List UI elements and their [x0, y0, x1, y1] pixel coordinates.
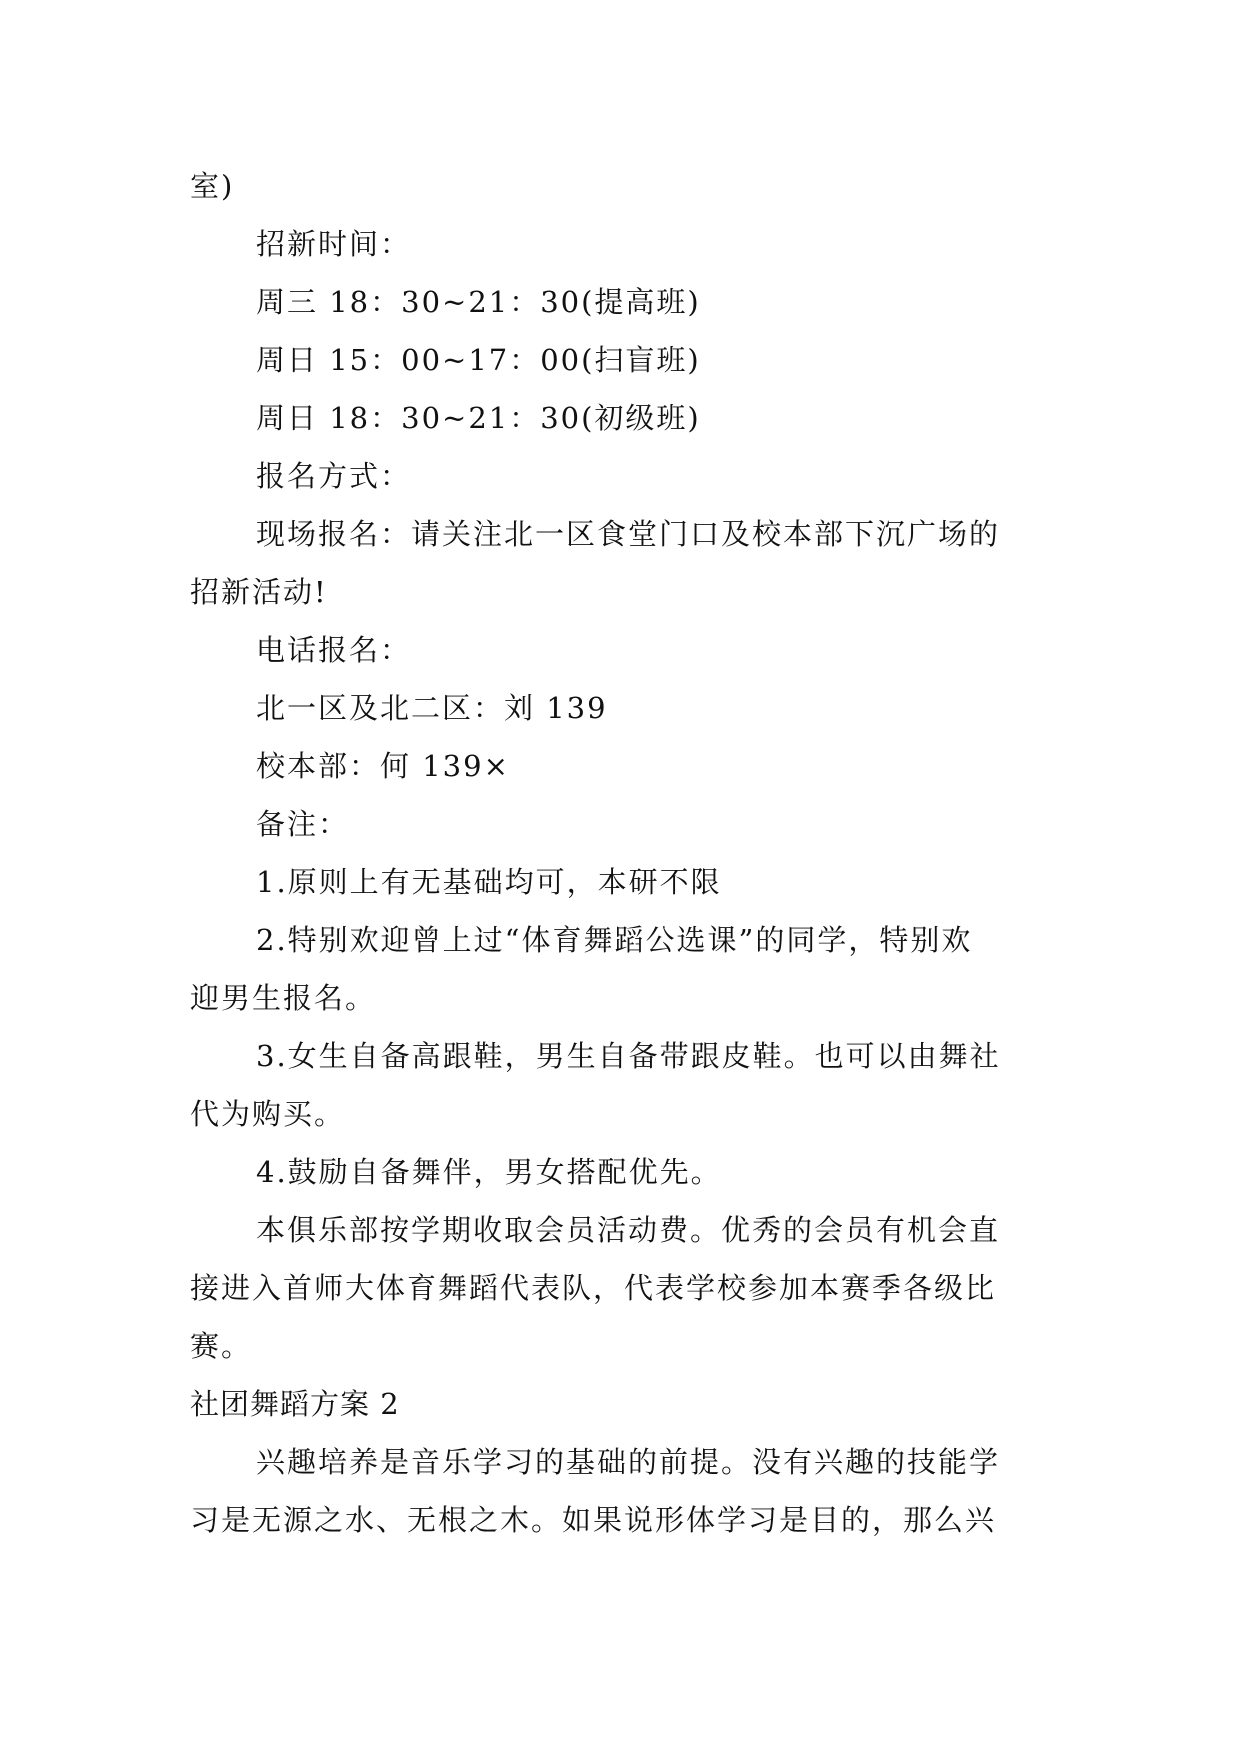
- text-line: 招新时间：: [256, 227, 412, 261]
- text-line: 接进入首师大体育舞蹈代表队，代表学校参加本赛季各级比: [190, 1271, 997, 1305]
- text-line: 北一区及北二区：刘 139: [256, 691, 608, 725]
- text-line: 兴趣培养是音乐学习的基础的前提。没有兴趣的技能学: [256, 1445, 1001, 1479]
- text-line: 2.特别欢迎曾上过“体育舞蹈公选课”的同学，特别欢: [256, 923, 973, 957]
- text-line: 迎男生报名。: [190, 981, 377, 1015]
- text-line: 3.女生自备高跟鞋，男生自备带跟皮鞋。也可以由舞社: [256, 1039, 1001, 1073]
- text-line: 4.鼓励自备舞伴，男女搭配优先。: [256, 1155, 722, 1189]
- text-line: 周三 18：30~21：30(提高班): [256, 285, 701, 319]
- text-line: 报名方式：: [256, 459, 412, 493]
- text-line: 周日 15：00~17：00(扫盲班): [256, 343, 701, 377]
- text-line: 1.原则上有无基础均可，本研不限: [256, 865, 722, 899]
- text-line: 备注：: [256, 807, 350, 841]
- text-line: 现场报名：请关注北一区食堂门口及校本部下沉广场的: [256, 517, 1001, 551]
- text-line: 习是无源之水、无根之木。如果说形体学习是目的，那么兴: [190, 1503, 997, 1537]
- text-line: 本俱乐部按学期收取会员活动费。优秀的会员有机会直: [256, 1213, 1001, 1247]
- text-line: 周日 18：30~21：30(初级班): [256, 401, 701, 435]
- text-line: 室): [190, 169, 235, 203]
- text-line: 校本部：何 139×: [256, 749, 510, 783]
- text-line: 招新活动!: [190, 575, 328, 609]
- text-line: 赛。: [190, 1329, 253, 1363]
- section-heading: 社团舞蹈方案 2: [190, 1387, 400, 1421]
- text-line: 电话报名：: [256, 633, 412, 667]
- text-line: 代为购买。: [190, 1097, 346, 1131]
